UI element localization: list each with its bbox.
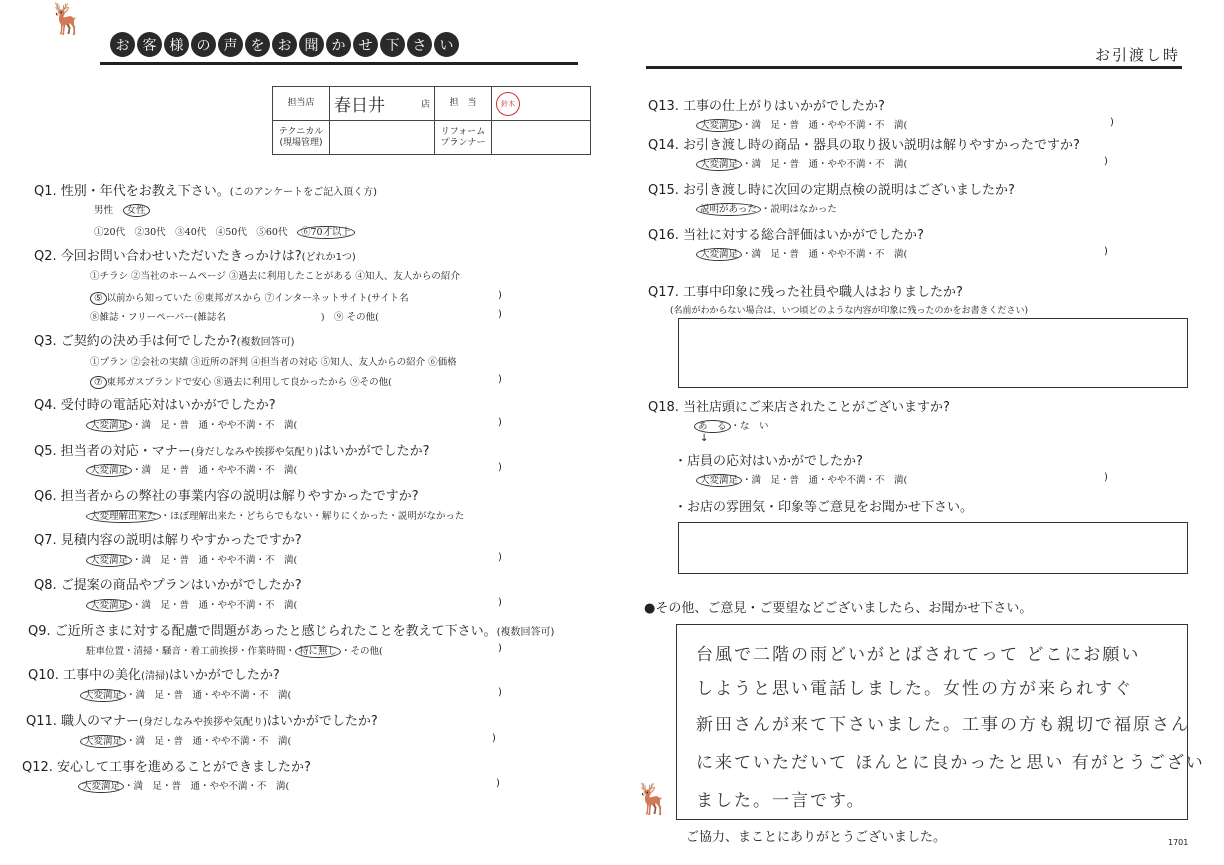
q11-label: Q11. 職人のマナー(身だしなみや挨拶や気配り)はいかがでしたか? <box>26 714 378 729</box>
q1-label: Q1. 性別・年代をお教え下さい。(このアンケートをご記入頂く方) <box>34 184 377 199</box>
q7-label: Q7. 見積内容の説明は解りやすかったですか? <box>34 533 302 548</box>
q13-answer: 大変満足 ・満 足・普 通・やや不満・不 満( <box>696 117 907 131</box>
store-label: 担当店 <box>273 87 330 121</box>
title-char: さ <box>407 32 432 57</box>
q10-selected[interactable]: 大変満足 <box>80 689 126 702</box>
title-char: か <box>326 32 351 57</box>
q5-selected[interactable]: 大変満足 <box>86 464 132 477</box>
q3-options-1: ①プラン ②会社の実績 ③近所の評判 ④担当者の対応 ⑤知人、友人からの紹介 ⑥価格 <box>90 357 457 368</box>
q6-answer: 大変理解出来た ・ほぼ理解出来た・どちらでもない・解りにくかった・説明がなかった <box>86 508 464 522</box>
header-rule-right <box>646 66 1182 69</box>
q6-label: Q6. 担当者からの弊社の事業内容の説明は解りやすかったですか? <box>34 489 419 504</box>
q9-selected[interactable]: 特に無し <box>295 645 341 658</box>
q3-options-2: ⑦ 東邦ガスブランドで安心 ⑧過去に利用して良かったから ⑨その他( <box>90 374 392 388</box>
q16-label: Q16. 当社に対する総合評価はいかがでしたか? <box>648 228 924 243</box>
title-char: い <box>434 32 459 57</box>
title-char: 様 <box>164 32 189 57</box>
q2-options-1: ①チラシ ②当社のホームページ ③過去に利用したことがある ④知人、友人からの紹介 <box>90 271 460 282</box>
planner-value[interactable] <box>492 121 591 155</box>
q8-selected[interactable]: 大変満足 <box>86 599 132 612</box>
title-char: を <box>245 32 270 57</box>
title-char: の <box>191 32 216 57</box>
arrow-down-icon: ↓ <box>700 433 709 444</box>
q14-label: Q14. お引き渡し時の商品・器具の取り扱い説明は解りやすかったですか? <box>648 138 1080 153</box>
staff-value[interactable] <box>492 87 591 121</box>
q5-label: Q5. 担当者の対応・マナー(身だしなみや挨拶や気配り)はいかがでしたか? <box>34 444 430 459</box>
tech-label: テクニカル (現場管理) <box>273 121 330 155</box>
store-suffix: 店 <box>420 100 430 110</box>
q14-selected[interactable]: 大変満足 <box>696 158 742 171</box>
q18-selected[interactable]: あ る <box>694 420 731 433</box>
footer-thanks: ご協力、まことにありがとうございました。 <box>686 830 947 845</box>
q18-label: Q18. 当社店頭にご来店されたことがございますか? <box>648 400 950 415</box>
q8-answer: 大変満足 ・満 足・普 通・やや不満・不 満( <box>86 597 297 611</box>
q10-answer: 大変満足 ・満 足・普 通・やや不満・不 満( <box>80 687 291 701</box>
q4-selected[interactable]: 大変満足 <box>86 419 132 432</box>
title-char: 聞 <box>299 32 324 57</box>
q17-answer-box[interactable] <box>678 318 1188 388</box>
handwritten-line-4: に来ていただいて ほんとに良かったと思い 有がとうござい <box>696 753 1205 773</box>
q12-label: Q12. 安心して工事を進めることができましたか? <box>22 760 311 775</box>
q18-sub1-answer: 大変満足 ・満 足・普 通・やや不満・不 満( <box>696 472 907 486</box>
title-char: 声 <box>218 32 243 57</box>
q13-label: Q13. 工事の仕上がりはいかがでしたか? <box>648 99 885 114</box>
handwritten-line-5: ました。一言です。 <box>696 791 866 811</box>
q1-gender-selected[interactable]: 女性 <box>123 204 150 217</box>
staff-label: 担 当 <box>435 87 492 121</box>
page-title <box>110 32 459 62</box>
planner-label: リフォーム プランナー <box>435 121 492 155</box>
q5-answer: 大変満足 ・満 足・普 通・やや不満・不 満( <box>86 462 297 476</box>
title-char: 客 <box>137 32 162 57</box>
q3-selected[interactable]: ⑦ <box>90 376 107 389</box>
q18-sub2-label: ・お店の雰囲気・印象等ご意見をお聞かせ下さい。 <box>674 500 974 515</box>
q6-selected[interactable]: 大変理解出来た <box>86 510 161 523</box>
q15-selected[interactable]: 説明があった <box>696 203 761 216</box>
staff-seal: 鈴木 <box>496 92 520 116</box>
page-subtitle: お引渡し時 <box>1094 46 1180 64</box>
handwritten-line-1: 台風で二階の雨どいがとばされてって どこにお願い <box>696 645 1141 665</box>
q13-selected[interactable]: 大変満足 <box>696 119 742 132</box>
title-char: お <box>272 32 297 57</box>
title-char: せ <box>353 32 378 57</box>
q9-answer: 駐車位置・清掃・騒音・着工前挨拶・作業時間・ 特に無し ・その他( <box>86 646 383 657</box>
title-char: 下 <box>380 32 405 57</box>
q15-label: Q15. お引き渡し時に次回の定期点検の説明はございましたか? <box>648 183 1015 198</box>
q18-sub1-label: ・店員の応対はいかがでしたか? <box>674 454 863 469</box>
form-code: 1701 <box>1168 838 1189 847</box>
q17-note: (名前がわからない場合は、いつ頃どのような内容が印象に残ったのかをお書きください) <box>670 306 1029 316</box>
q10-label: Q10. 工事中の美化(清掃)はいかがでしたか? <box>28 668 280 683</box>
staff-info-table <box>272 86 591 155</box>
q16-answer: 大変満足 ・満 足・普 通・やや不満・不 満( <box>696 246 907 260</box>
q15-answer: 説明があった ・説明はなかった <box>696 201 837 215</box>
q14-answer: 大変満足 ・満 足・普 通・やや不満・不 満( <box>696 156 907 170</box>
q2-options-2: ⑤ 以前から知っていた ⑥東邦ガスから ⑦インターネットサイト(サイト名 <box>90 290 409 304</box>
q11-selected[interactable]: 大変満足 <box>80 735 126 748</box>
other-label: ●その他、ご意見・ご要望などございましたら、お聞かせ下さい。 <box>644 601 1033 616</box>
q2-selected[interactable]: ⑤ <box>90 292 107 305</box>
store-name: 春日井 <box>334 96 385 116</box>
q3-label: Q3. ご契約の決め手は何でしたか?(複数回答可) <box>34 334 295 349</box>
q1-age-selected[interactable]: ⑥70才以上 <box>297 226 355 239</box>
q7-answer: 大変満足 ・満 足・普 通・やや不満・不 満( <box>86 552 297 566</box>
q2-label: Q2. 今回お問い合わせいただいたきっかけは?(どれか1つ) <box>34 249 356 264</box>
q18-sub1-selected[interactable]: 大変満足 <box>696 474 742 487</box>
store-value[interactable] <box>330 87 435 121</box>
deer-logo-icon: 🦌 <box>48 2 86 37</box>
q12-answer: 大変満足 ・満 足・普 通・やや不満・不 満( <box>78 778 289 792</box>
q11-answer: 大変満足 ・満 足・普 通・やや不満・不 満( <box>80 733 291 747</box>
q8-label: Q8. ご提案の商品やプランはいかがでしたか? <box>34 578 302 593</box>
title-char: お <box>110 32 135 57</box>
tech-value[interactable] <box>330 121 435 155</box>
q1-gender: 男性 女性 <box>94 202 150 216</box>
q2-options-3: ⑧雑誌・フリーペーパー(雑誌名 ) ⑨ その他( <box>90 312 379 323</box>
q4-label: Q4. 受付時の電話応対はいかがでしたか? <box>34 398 276 413</box>
deer-footer-icon: 🦌 <box>634 782 672 817</box>
q1-ages: ①20代 ②30代 ③40代 ④50代 ⑤60代 ⑥70才以上 <box>94 224 355 238</box>
q17-label: Q17. 工事中印象に残った社員や職人はおりましたか? <box>648 285 963 300</box>
q7-selected[interactable]: 大変満足 <box>86 554 132 567</box>
handwritten-line-3: 新田さんが来て下さいました。工事の方も親切で福原さん <box>696 715 1190 735</box>
q18-sub2-answer-box[interactable] <box>678 522 1188 574</box>
handwritten-line-2: しようと思い電話しました。女性の方が来られすぐ <box>696 679 1133 699</box>
q12-selected[interactable]: 大変満足 <box>78 780 124 793</box>
q18-answer: あ る ・な い <box>694 418 769 432</box>
q4-answer: 大変満足 ・満 足・普 通・やや不満・不 満( <box>86 417 297 431</box>
q9-label: Q9. ご近所さまに対する配慮で問題があったと感じられたことを教えて下さい。(複数回答可) <box>28 624 555 639</box>
header-rule <box>100 62 578 65</box>
q16-selected[interactable]: 大変満足 <box>696 248 742 261</box>
